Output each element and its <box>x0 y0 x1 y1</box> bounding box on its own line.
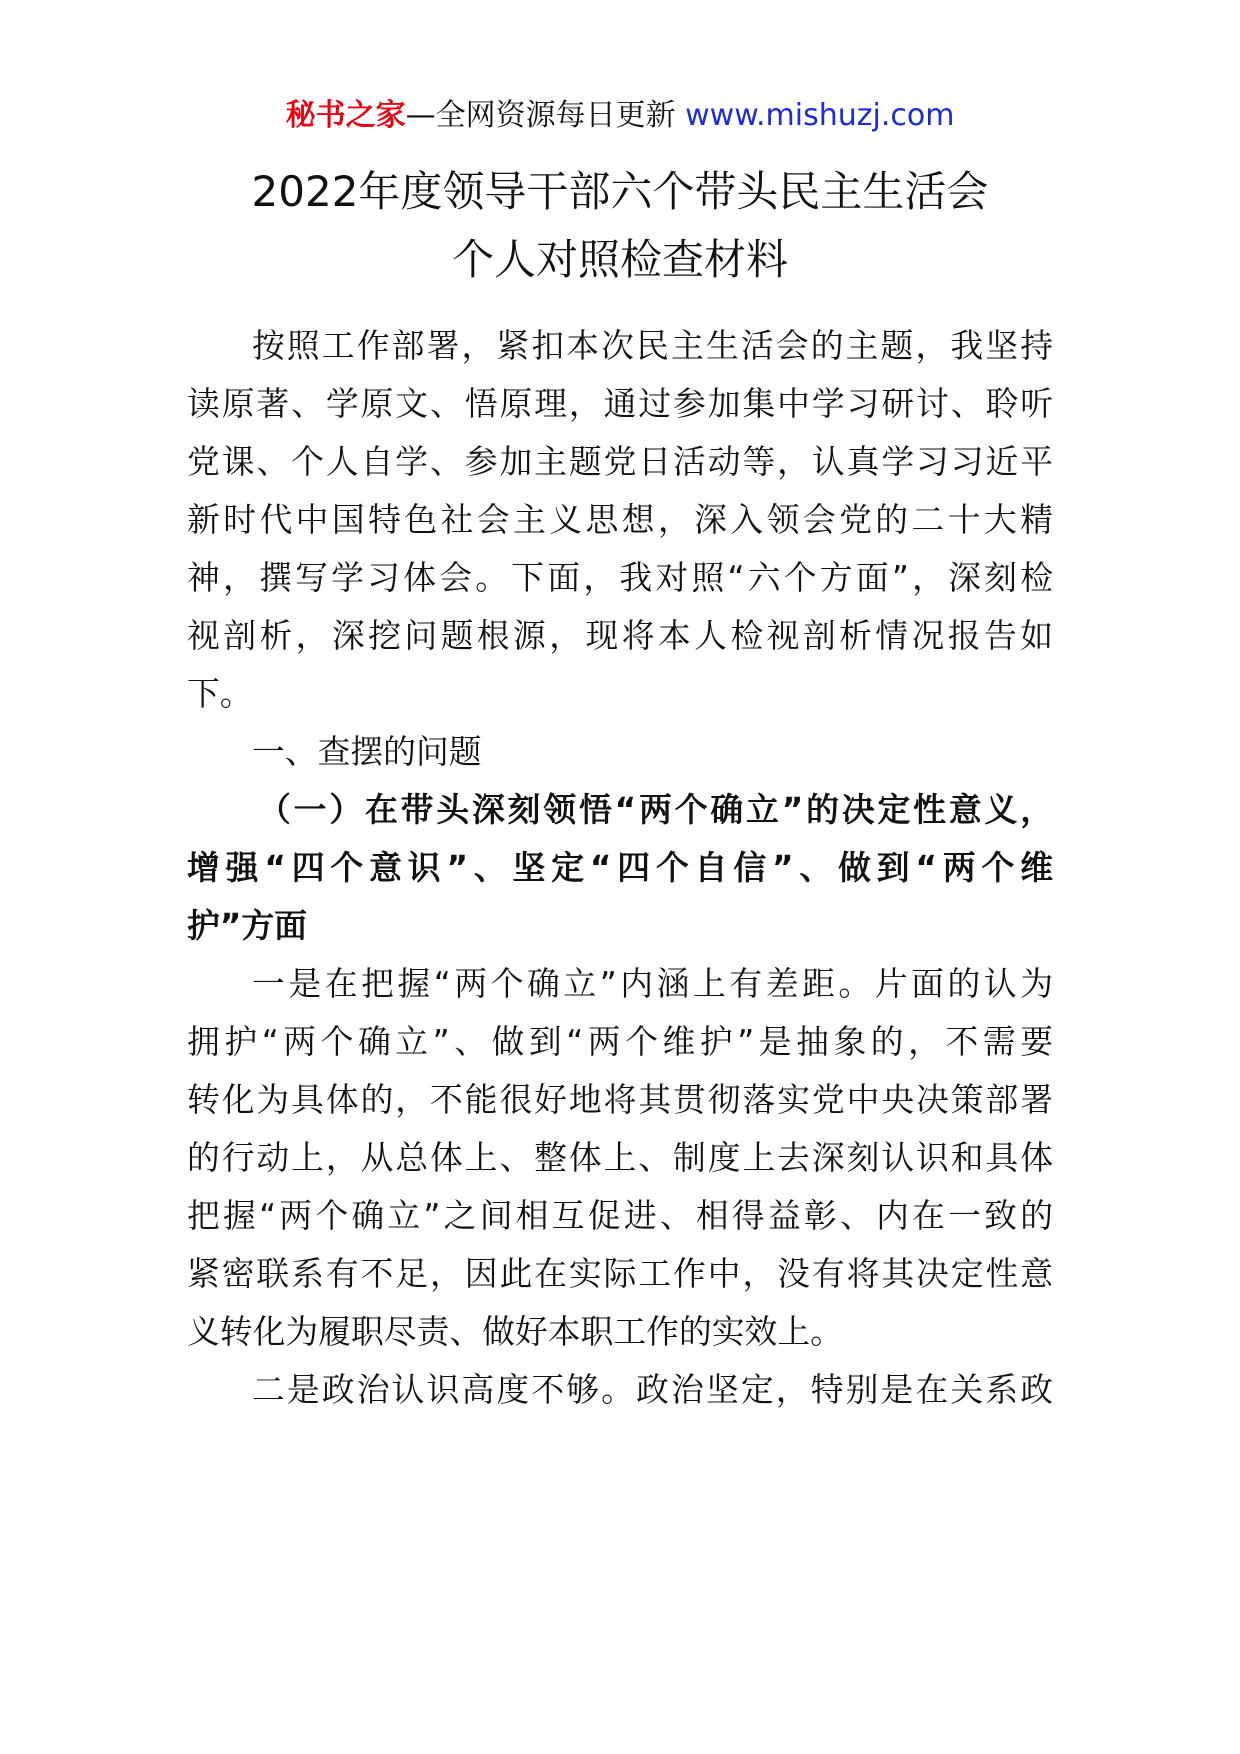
subsection-heading-line: 增强“四个意识”、坚定“四个自信”、做到“两个维 <box>187 849 1053 887</box>
site-url[interactable]: www.mishuzj.com <box>685 98 955 133</box>
intro-line: 读原著、学原文、悟原理，通过参加集中学习研讨、聆听 <box>187 385 1053 423</box>
subsection-heading-line: 护”方面 <box>187 907 307 945</box>
point-one-line: 义转化为履职尽责、做好本职工作的实效上。 <box>187 1313 843 1351</box>
point-one-line: 一是在把握“两个确立”内涵上有差距。片面的认为 <box>252 965 1053 1003</box>
intro-line: 按照工作部署，紧扣本次民主生活会的主题，我坚持 <box>252 327 1053 365</box>
document-title-line-2: 个人对照检查材料 <box>451 235 788 284</box>
intro-line: 下。 <box>187 675 253 713</box>
intro-line: 神，撰写学习体会。下面，我对照“六个方面”，深刻检 <box>187 559 1053 597</box>
intro-line: 视剖析，深挖问题根源，现将本人检视剖析情况报告如 <box>187 617 1053 655</box>
site-header <box>0 96 1240 136</box>
point-two-line: 二是政治认识高度不够。政治坚定，特别是在关系政 <box>252 1371 1053 1409</box>
header-tagline: —全网资源每日更新 <box>405 98 676 133</box>
subsection-heading-line: （一）在带头深刻领悟“两个确立”的决定性意义， <box>258 791 1053 829</box>
point-one-line: 拥护“两个确立”、做到“两个维护”是抽象的，不需要 <box>187 1023 1053 1061</box>
point-one-line: 转化为具体的，不能很好地将其贯彻落实党中央决策部署 <box>187 1081 1053 1119</box>
point-one-line: 紧密联系有不足，因此在实际工作中，没有将其决定性意 <box>187 1255 1053 1293</box>
point-one-line: 的行动上，从总体上、整体上、制度上去深刻认识和具体 <box>187 1139 1053 1177</box>
section-heading: 一、查摆的问题 <box>252 733 482 771</box>
intro-line: 党课、个人自学、参加主题党日活动等，认真学习习近平 <box>187 443 1053 481</box>
intro-line: 新时代中国特色社会主义思想，深入领会党的二十大精 <box>187 501 1053 539</box>
point-one-line: 把握“两个确立”之间相互促进、相得益彰、内在一致的 <box>187 1197 1053 1235</box>
brand-name: 秘书之家 <box>285 98 406 133</box>
document-title-line-1: 2022年度领导干部六个带头民主生活会 <box>251 167 989 216</box>
